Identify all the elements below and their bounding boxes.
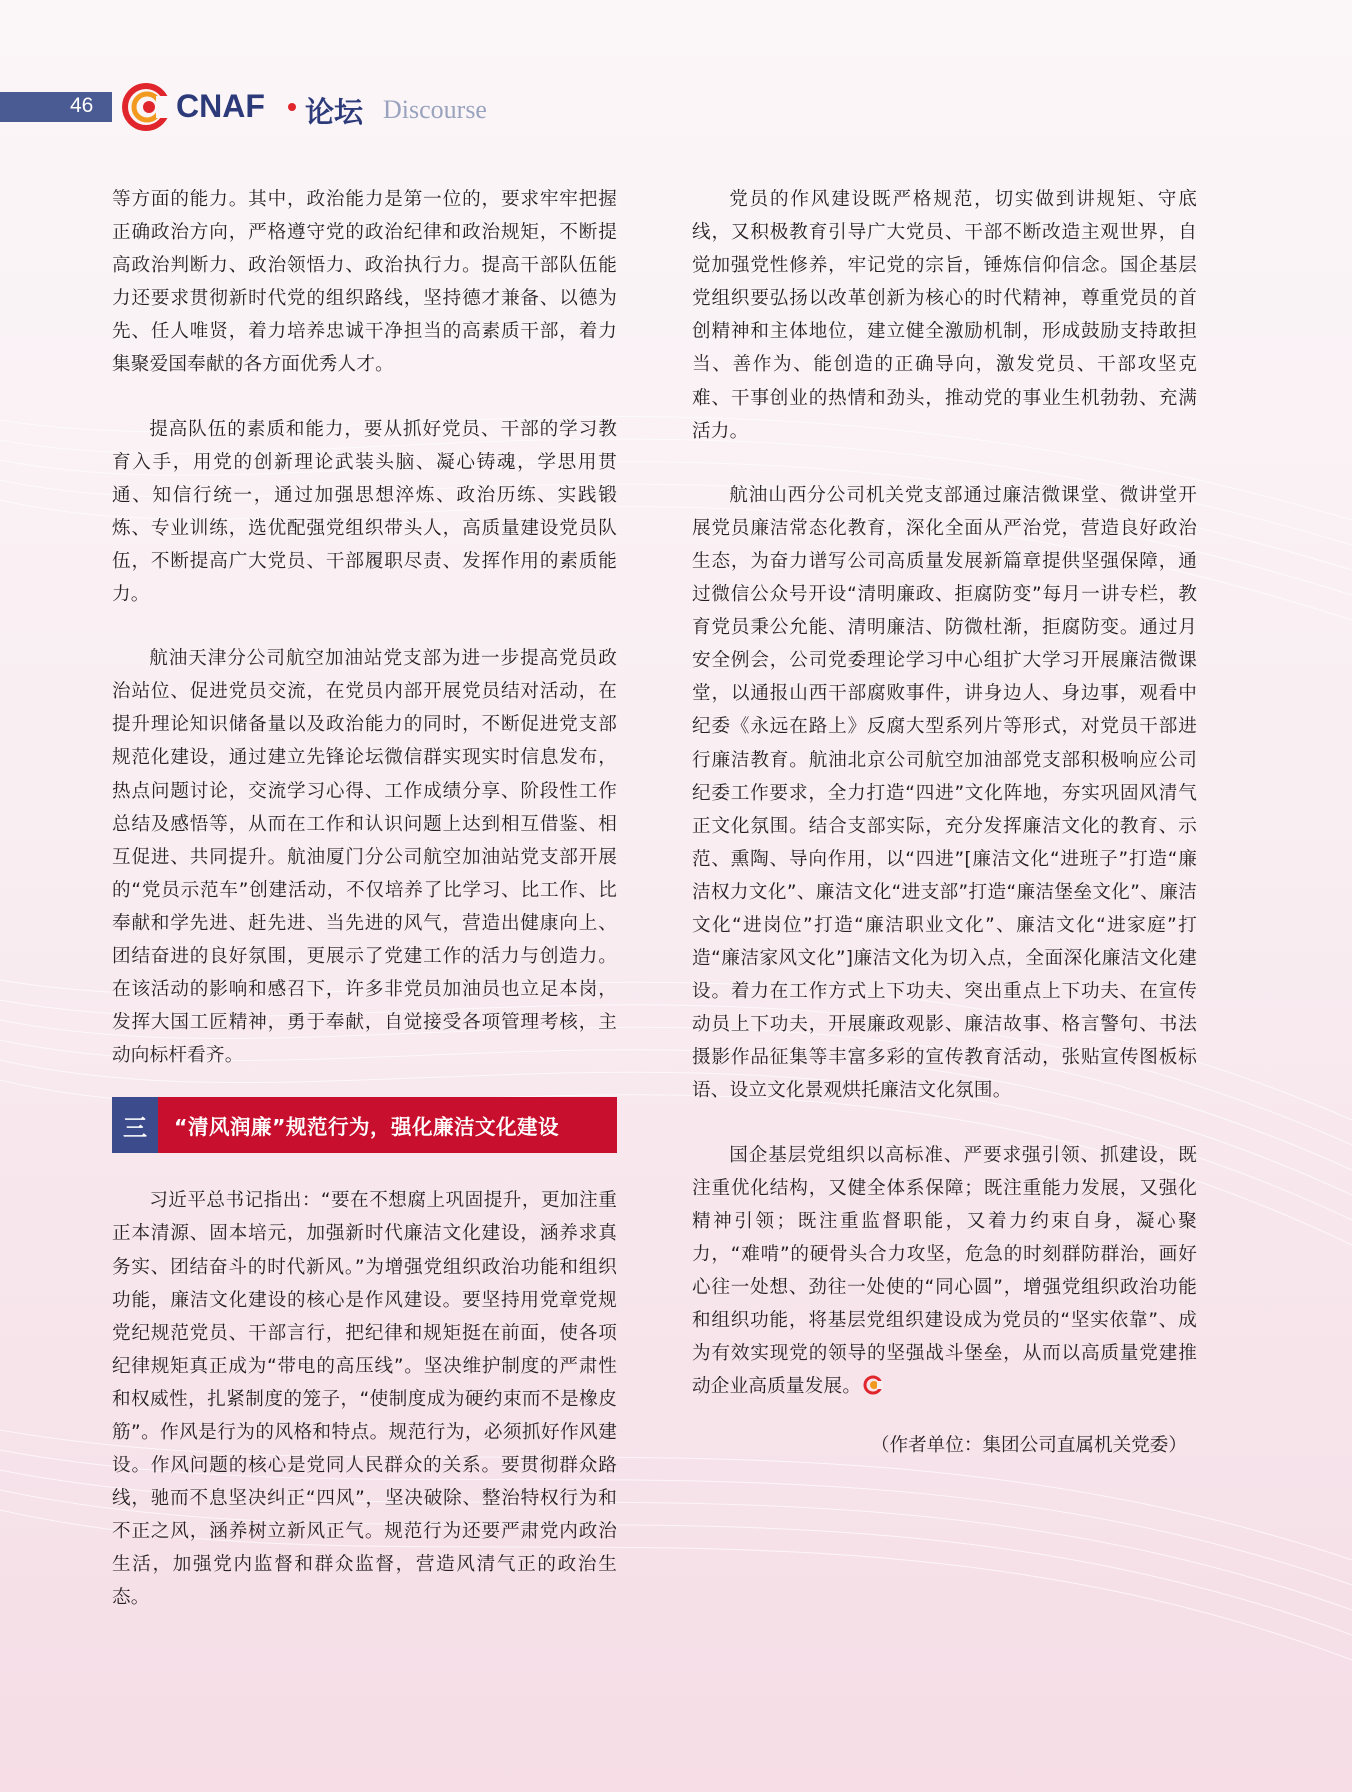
- brand-separator-dot: [288, 103, 296, 111]
- paragraph-text: 国企基层党组织以高标准、严要求强引领、抓建设，既注重优化结构，又健全体系保障；既注重能力发展，又强化精神引领；既注重监督职能，又着力约束自身，凝心聚力，“难啃”的硬骨头合力攻坚，危急的时刻群防群治，画好心往一处想、劲往一处使的“同心圆”，增强党组织政治功能和组织功能，将基层党组织建设成为党员的“坚实依靠”、成为有效实现党的领导的坚强战斗堡垒，从而以高质量党建推动企业高质量发展。: [692, 1144, 1197, 1398]
- header-bar: [0, 92, 112, 122]
- cnaf-end-mark-icon: [863, 1375, 883, 1395]
- page-number: 46: [70, 94, 94, 117]
- paragraph-last: [692, 1139, 1197, 1404]
- paragraph: 习近平总书记指出：“要在不想腐上巩固提升，更加注重正本清源、固本培元，加强新时代廉洁文化建设，涵养求真务实、团结奋斗的时代新风。”为增强党组织政治功能和组织功能，廉洁文化建设的核心是作风建设。要坚持用党章党规党纪规范党员、干部言行，把纪律和规矩挺在前面，使各项纪律规矩真正成为“带电的高压线”。坚决维护制度的严肃性和权威性，扎紧制度的笼子，“使制度成为硬约束而不是橡皮筋”。作风是行为的风格和特点。规范行为，必须抓好作风建设。作风问题的核心是党同人民群众的关系。要贯彻群众路线，驰而不息坚决纠正“四风”，坚决破除、整治特权行为和不正之风，涵养树立新风正气。规范行为还要严肃党内政治生活，加强党内监督和群众监督，营造风清气正的政治生态。: [112, 1190, 617, 1609]
- section-name-cn: 论坛: [305, 95, 364, 129]
- paragraph: 提高队伍的素质和能力，要从抓好党员、干部的学习教育入手，用党的创新理论武装头脑、凝心铸魂，学思用贯通、知信行统一，通过加强思想淬炼、政治历练、实践锻炼、专业训练，选优配强党组织带头人，高质量建设党员队伍，不断提高广大党员、干部履职尽责、发挥作用的素质能力。: [112, 418, 617, 606]
- right-column: [692, 183, 1197, 1462]
- section-name-en: Discourse: [383, 95, 487, 124]
- paragraph: 航油天津分公司航空加油站党支部为进一步提高党员政治站位、促进党员交流，在党员内部开展党员结对活动，在提升理论知识储备量以及政治能力的同时，不断促进党支部规范化建设，通过建立先锋论坛微信群实现实时信息发布，热点问题讨论，交流学习心得、工作成绩分享、阶段性工作总结及感悟等，从而在工作和认识问题上达到相互借鉴、相互促进、共同提升。航油厦门分公司航空加油站党支部开展的“党员示范车”创建活动，不仅培养了比学习、比工作、比奉献和学先进、赶先进、当先进的风气，营造出健康向上、团结奋进的良好氛围，更展示了党建工作的活力与创造力。在该活动的影响和感召下，许多非党员加油员也立足本岗，发挥大国工匠精神，勇于奉献，自觉接受各项管理考核，主动向标杆看齐。: [112, 648, 617, 1067]
- paragraph: 航油山西分公司机关党支部通过廉洁微课堂、微讲堂开展党员廉洁常态化教育，深化全面从严治党，营造良好政治生态，为奋力谱写公司高质量发展新篇章提供坚强保障，通过微信公众号开设“清明廉政、拒腐防变”每月一讲专栏，教育党员秉公允能、清明廉洁、防微杜渐，拒腐防变。通过月安全例会，公司党委理论学习中心组扩大学习开展廉洁微课堂，以通报山西干部腐败事件，讲身边人、身边事，观看中纪委《永远在路上》反腐大型系列片等形式，对党员干部进行廉洁教育。航油北京公司航空加油部党支部积极响应公司纪委工作要求，全力打造“四进”文化阵地，夯实巩固风清气正文化氛围。结合支部实际，充分发挥廉洁文化的教育、示范、熏陶、导向作用，以“四进”[廉洁文化“进班子”打造“廉洁权力文化”、廉洁文化“进支部”打造“廉洁堡垒文化”、廉洁文化“进岗位”打造“廉洁职业文化”、廉洁文化“进家庭”打造“廉洁家风文化”]廉洁文化为切入点，全面深化廉洁文化建设。着力在工作方式上下功夫、突出重点上下功夫、在宣传动员上下功夫，开展廉政观影、廉洁故事、格言警句、书法摄影作品征集等丰富多彩的宣传教育活动，张贴宣传图板标语、设立文化景观烘托廉洁文化氛围。: [692, 484, 1197, 1102]
- author-affiliation: （作者单位：集团公司直属机关党委）: [870, 1435, 1187, 1457]
- paragraph: 等方面的能力。其中，政治能力是第一位的，要求牢牢把握正确政治方向，严格遵守党的政治纪律和政治规矩，不断提高政治判断力、政治领悟力、政治执行力。提高干部队伍能力还要求贯彻新时代党的组织路线，坚持德才兼备、以德为先、任人唯贤，着力培养忠诚干净担当的高素质干部，着力集聚爱国奉献的各方面优秀人才。: [112, 189, 617, 376]
- left-column: [112, 183, 617, 1615]
- section-title: “清风润廉”规范行为，强化廉洁文化建设: [174, 1115, 559, 1140]
- section-heading: [112, 1097, 617, 1153]
- cnaf-logo-icon: [120, 82, 172, 132]
- section-number: 三: [112, 1097, 158, 1153]
- brand-name: CNAF: [176, 88, 265, 124]
- paragraph: 党员的作风建设既严格规范，切实做到讲规矩、守底线，又积极教育引导广大党员、干部不断改造主观世界，自觉加强党性修养，牢记党的宗旨，锤炼信仰信念。国企基层党组织要弘扬以改革创新为核心的时代精神，尊重党员的首创精神和主体地位，建立健全激励机制，形成鼓励支持敢担当、善作为、能创造的正确导向，激发党员、干部攻坚克难、干事创业的热情和劲头，推动党的事业生机勃勃、充满活力。: [692, 189, 1197, 442]
